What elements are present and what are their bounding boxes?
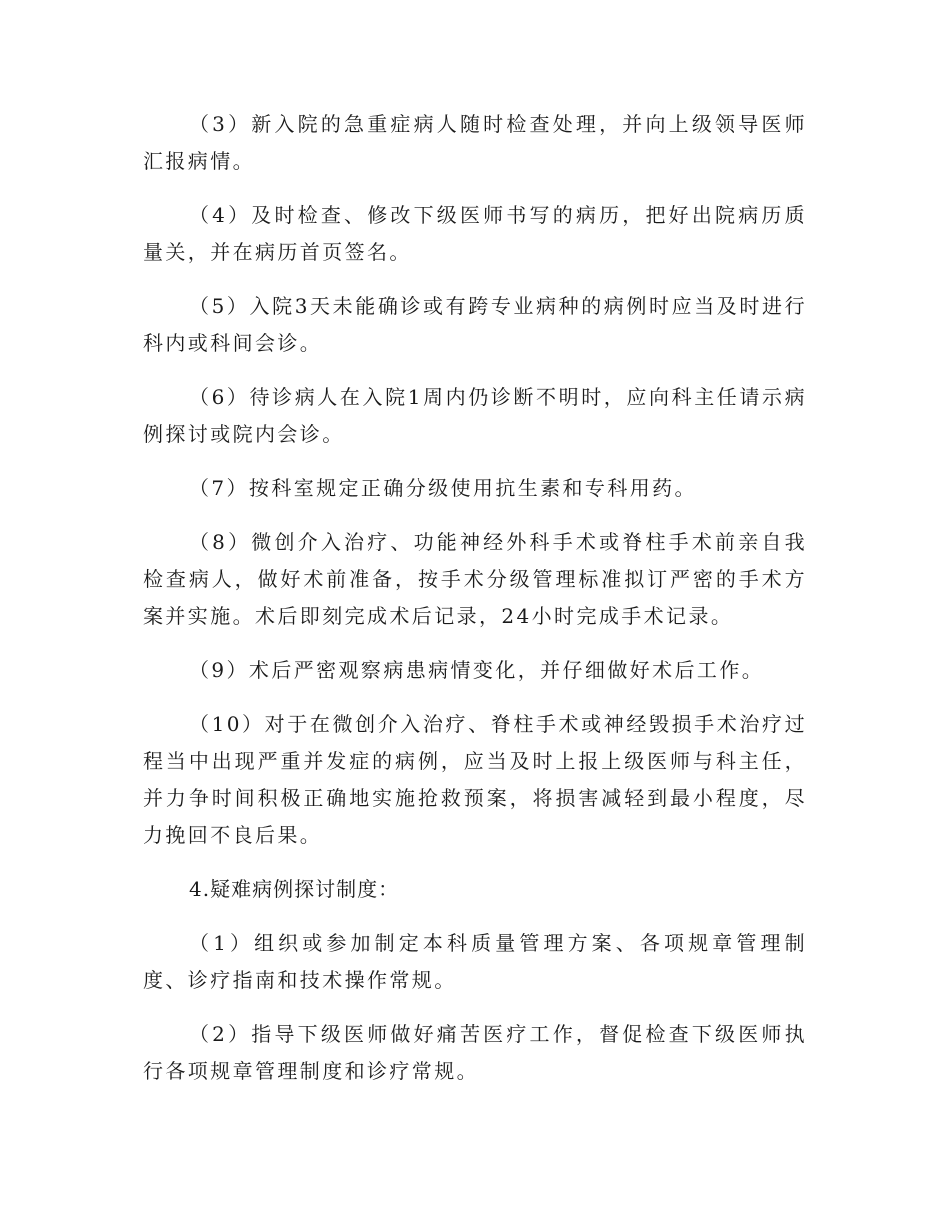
paragraph-item-8: （8）微创介入治疗、功能神经外科手术或脊柱手术前亲自我检查病人，做好术前准备，按手术分级管理标准拟订严密的手术方案并实施。术后即刻完成术后记录，24小时完成手术记录。 <box>143 530 807 628</box>
paragraph-item-5: （5）入院3天未能确诊或有跨专业病种的病例时应当及时进行科内或科间会诊。 <box>143 294 807 355</box>
paragraph-item-6: （6）待诊病人在入院1周内仍诊断不明时，应向科主任请示病例探讨或院内会诊。 <box>143 385 807 446</box>
paragraph-item-4: （4）及时检查、修改下级医师书写的病历，把好出院病历质量关，并在病历首页签名。 <box>143 203 807 264</box>
paragraph-item-9: （9）术后严密观察病患病情变化，并仔细做好术后工作。 <box>189 658 765 682</box>
paragraph-item-3: （3）新入院的急重症病人随时检查处理，并向上级领导医师汇报病情。 <box>143 112 807 173</box>
paragraph-item-1: （1）组织或参加制定本科质量管理方案、各项规章管理制度、诊疗指南和技术操作常规。 <box>143 931 807 992</box>
document-body <box>143 106 807 1107</box>
paragraph-item-2: （2）指导下级医师做好痛苦医疗工作，督促检查下级医师执行各项规章管理制度和诊疗常规。 <box>143 1022 807 1083</box>
section-heading: 4.疑难病例探讨制度： <box>189 877 400 901</box>
paragraph-item-10: （10）对于在微创介入治疗、脊柱手术或神经毁损手术治疗过程当中出现严重并发症的病例，应当及时上报上级医师与科主任，并力争时间积极正确地实施抢救预案，将损害减轻到最小程度，尽力挽回不良后果。 <box>143 712 807 847</box>
paragraph-item-7: （7）按科室规定正确分级使用抗生素和专科用药。 <box>189 476 697 500</box>
